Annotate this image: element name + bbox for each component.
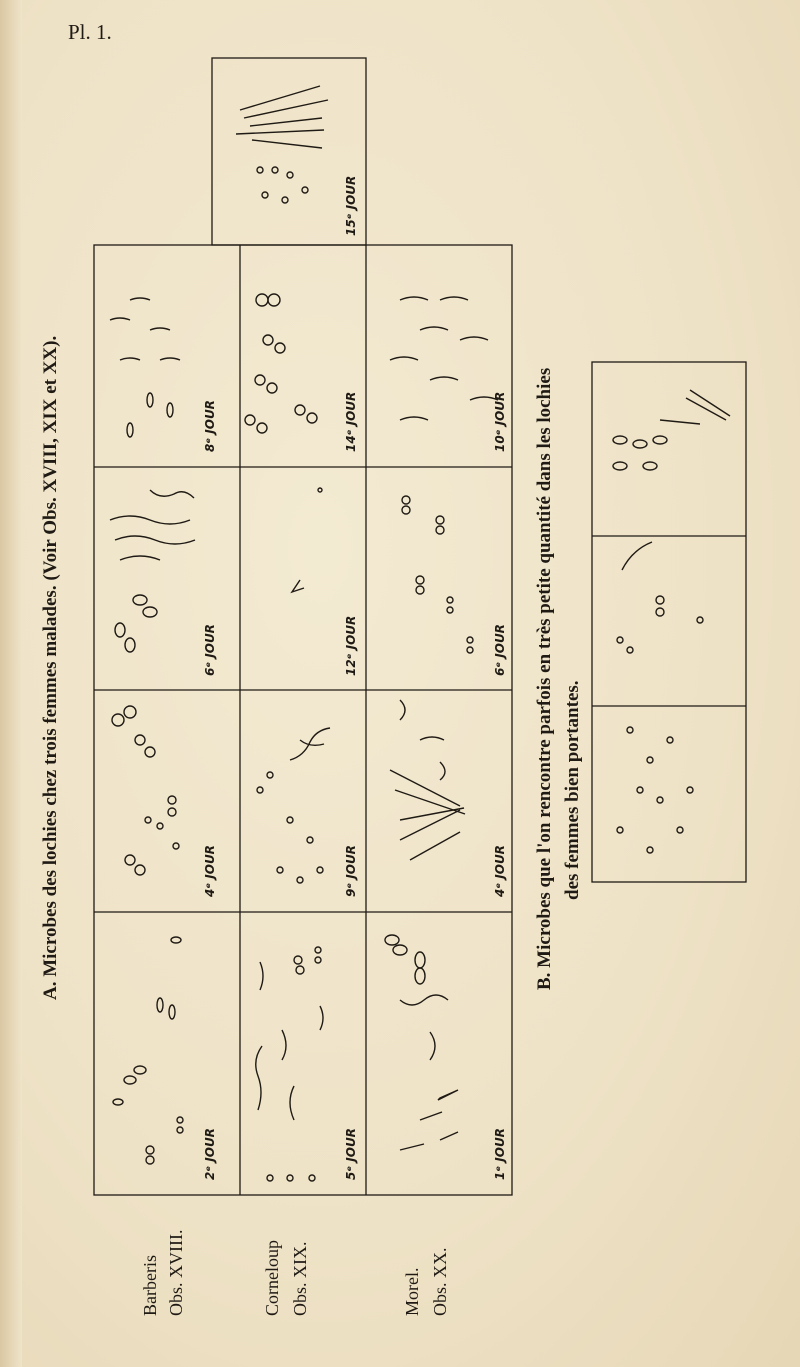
observer-name: Corneloup <box>262 1240 282 1316</box>
day-label: 5ᵉ JOUR <box>344 1128 358 1180</box>
day-label: 14ᵉ JOUR <box>344 391 358 452</box>
day-label: 6ᵉ JOUR <box>493 624 507 676</box>
day-label: 4ᵉ JOUR <box>203 845 217 897</box>
day-label: 15ᵉ JOUR <box>344 175 358 236</box>
microbes-top-panel <box>236 86 328 203</box>
microbes-col1-row2 <box>112 706 179 875</box>
microbes-col3-row3 <box>402 496 473 653</box>
panel-grid-a <box>94 58 512 1195</box>
microbes-col3-row1 <box>385 935 458 1150</box>
microbes-col2-row4 <box>245 294 317 433</box>
observer-obs: Obs. XVIII. <box>166 1229 186 1316</box>
day-label: 4ᵉ JOUR <box>493 845 507 897</box>
microbes-b-row1 <box>613 390 730 470</box>
caption-a: A. Microbes des lochies chez trois femmes malades. (Voir Obs. XVIII, XIX et XX). <box>40 335 61 1000</box>
microbes-col2-row3 <box>292 488 322 592</box>
microbes-col2-row1 <box>256 947 323 1181</box>
microbes-col3-row2 <box>390 700 465 860</box>
caption-b-line1: B. Microbes que l'on rencontre parfois en très petite quantité dans les lochies <box>534 367 555 990</box>
day-label: 1ᵉ JOUR <box>493 1128 507 1180</box>
day-label: 8ᵉ JOUR <box>203 400 217 452</box>
panel-grid-b <box>592 362 746 882</box>
microbes-col1-row1 <box>113 937 183 1164</box>
microbes-col2-row2 <box>257 728 330 883</box>
day-label: 9ᵉ JOUR <box>344 845 358 897</box>
caption-b-line2: des femmes bien portantes. <box>562 680 583 900</box>
observer-name: Barberis <box>140 1255 160 1316</box>
observer-obs: Obs. XIX. <box>290 1241 310 1316</box>
observer-name: Morel. <box>402 1267 422 1316</box>
microbes-b-row3 <box>617 727 693 853</box>
microbes-col3-row4 <box>390 297 498 420</box>
microbes-col1-row4 <box>110 298 180 437</box>
day-label: 6ᵉ JOUR <box>203 624 217 676</box>
microbes-b-row2 <box>617 542 703 653</box>
observer-obs: Obs. XX. <box>430 1247 450 1316</box>
plate-label: Pl. 1. <box>68 20 112 44</box>
day-label: 2ᵉ JOUR <box>203 1128 217 1180</box>
day-label: 12ᵉ JOUR <box>344 615 358 676</box>
microbes-col1-row3 <box>110 490 195 652</box>
day-label: 10ᵉ JOUR <box>493 391 507 452</box>
